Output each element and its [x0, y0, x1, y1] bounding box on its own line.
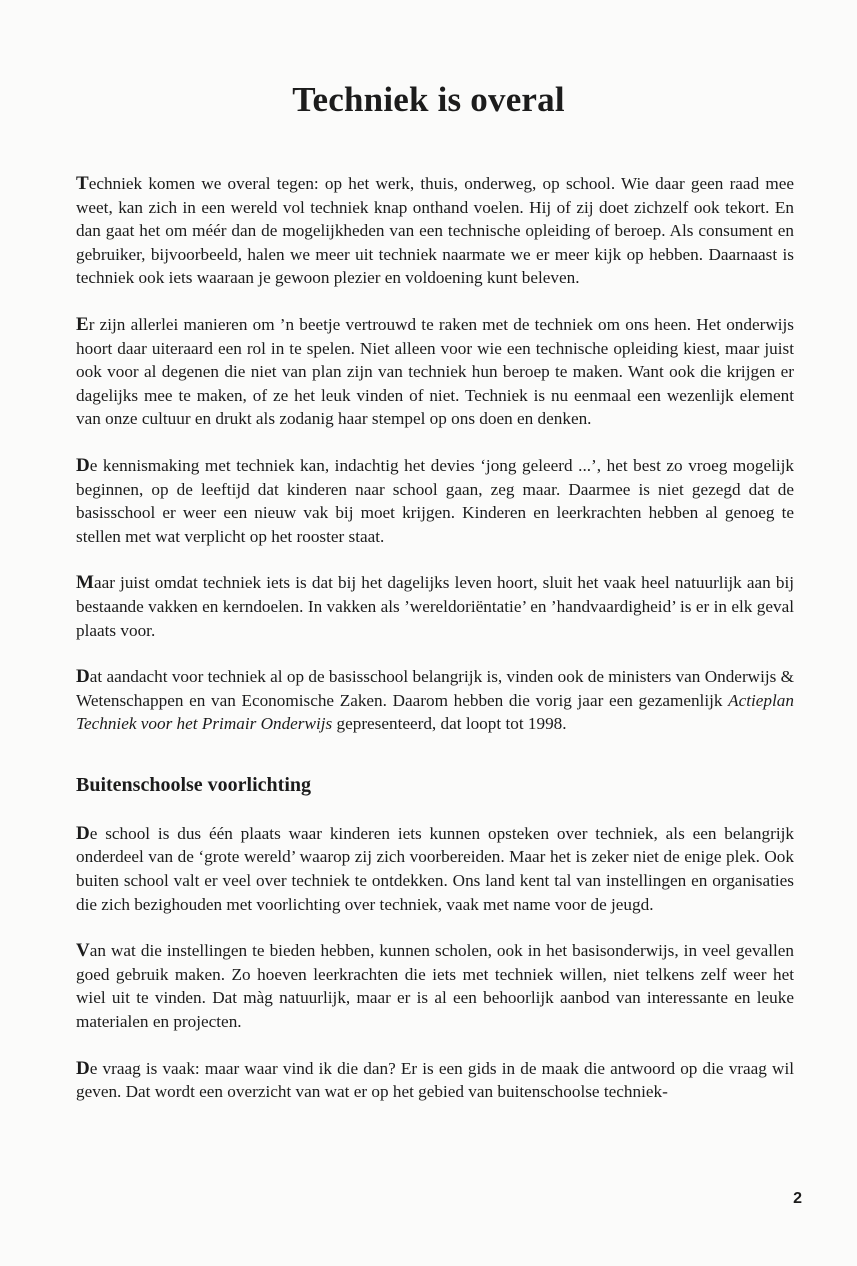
paragraph-6	[76, 822, 794, 916]
paragraph-text: echniek komen we overal tegen: op het werk, thuis, onderweg, op school. Wie daar geen raad mee weet, kan zich in een wereld vol techniek knap onthand voelen. Hij of zij doet zichzelf ook tekort. En dan gaat het om méér dan de mogelijkheden van een technische opleiding of beroep. Als consument en gebruiker, bijvoorbeeld, halen we meer uit techniek naarmate we er meer kijk op hebben. Daarnaast is techniek ook iets waaraan je gewoon plezier en voldoening kunt beleven.	[76, 174, 794, 288]
initial-letter: D	[76, 666, 90, 688]
paragraph-7	[76, 939, 794, 1033]
paragraph-text: e school is dus één plaats waar kinderen iets kunnen opsteken over techniek, als een belangrijk onderdeel van de ‘grote wereld’ waarop zij zich voorbereiden. Maar het is zeker niet de enige plek. Ook buiten school valt er veel over techniek te ontdekken. Ons land kent tal van instellingen en organisaties die zich bezighouden met voorlichting over techniek, vaak met name voor de jeugd.	[76, 823, 794, 914]
paragraph-text: r zijn allerlei manieren om ’n beetje vertrouwd te raken met de techniek om ons heen. Het onderwijs hoort daar uiteraard een rol in te spelen. Niet alleen voor wie een technische opleiding kiest, maar juist ook voor al degenen die niet van plan zijn van techniek hun beroep te maken. Want ook die krijgen er dagelijks mee te maken, of ze het leuk vinden of niet. Techniek is nu eenmaal een wezenlijk element van onze cultuur en drukt als zodanig haar stempel op ons doen en denken.	[76, 314, 794, 429]
initial-letter: D	[76, 822, 90, 844]
paragraph-3	[76, 454, 794, 548]
paragraph-5	[76, 665, 794, 736]
body-text	[76, 172, 794, 1127]
initial-letter: D	[76, 1057, 90, 1079]
paragraph-1	[76, 172, 794, 290]
section-heading: Buitenschoolse voorlichting	[76, 773, 312, 796]
paragraph-text: gepresenteerd, dat loopt tot 1998.	[332, 714, 567, 734]
initial-letter: M	[76, 572, 94, 594]
paragraph-text: aar juist omdat techniek iets is dat bij het dagelijks leven hoort, sluit het vaak heel natuurlijk aan bij bestaande vakken en kerndoelen. In vakken als ’wereldoriëntatie’ en ’handvaardigheid’ is er in elk geval plaats voor.	[76, 573, 794, 640]
paragraph-8	[76, 1057, 794, 1104]
paragraph-text: e vraag is vaak: maar waar vind ik die dan? Er is een gids in de maak die antwoord op die vraag wil geven. Dat wordt een overzicht van wat er op het gebied van buitenschoolse techniek-	[76, 1058, 794, 1102]
paragraph-text: an wat die instellingen te bieden hebben, kunnen scholen, ook in het basisonderwijs, in veel gevallen goed gebruik maken. Zo hoeven leerkrachten die iets met techniek willen, niet telkens zelf weer het wiel uit te vinden. Dat màg natuurlijk, maar er is al een behoorlijk aanbod van interessante en leuke materialen en projecten.	[76, 941, 794, 1032]
initial-letter: E	[76, 313, 89, 335]
page-title: Techniek is overal	[292, 80, 565, 119]
page-number: 2	[793, 1190, 802, 1207]
paragraph-2	[76, 313, 794, 431]
paragraph-text: at aandacht voor techniek al op de basisschool belangrijk is, vinden ook de ministers van Onderwijs & Wetenschappen en van Economische Zaken. Daarom hebben die vorig jaar een gezamenlijk	[76, 667, 794, 710]
paragraph-text: e kennismaking met techniek kan, indachtig het devies ‘jong geleerd ...’, het best zo vroeg mogelijk beginnen, op de leeftijd dat kinderen naar school gaan, zeg maar. Daarmee is niet gezegd dat de basisschool er weer een nieuw vak bij moet krijgen. Kinderen en leerkrachten hebben al genoeg te stellen met wat verplicht op het rooster staat.	[76, 455, 794, 546]
paragraph-4	[76, 571, 794, 642]
initial-letter: D	[76, 454, 90, 476]
actieplan-title: Actieplan Techniek voor het Primair Onderwijs	[76, 690, 794, 734]
initial-letter: V	[76, 940, 90, 962]
initial-letter: T	[76, 173, 89, 194]
